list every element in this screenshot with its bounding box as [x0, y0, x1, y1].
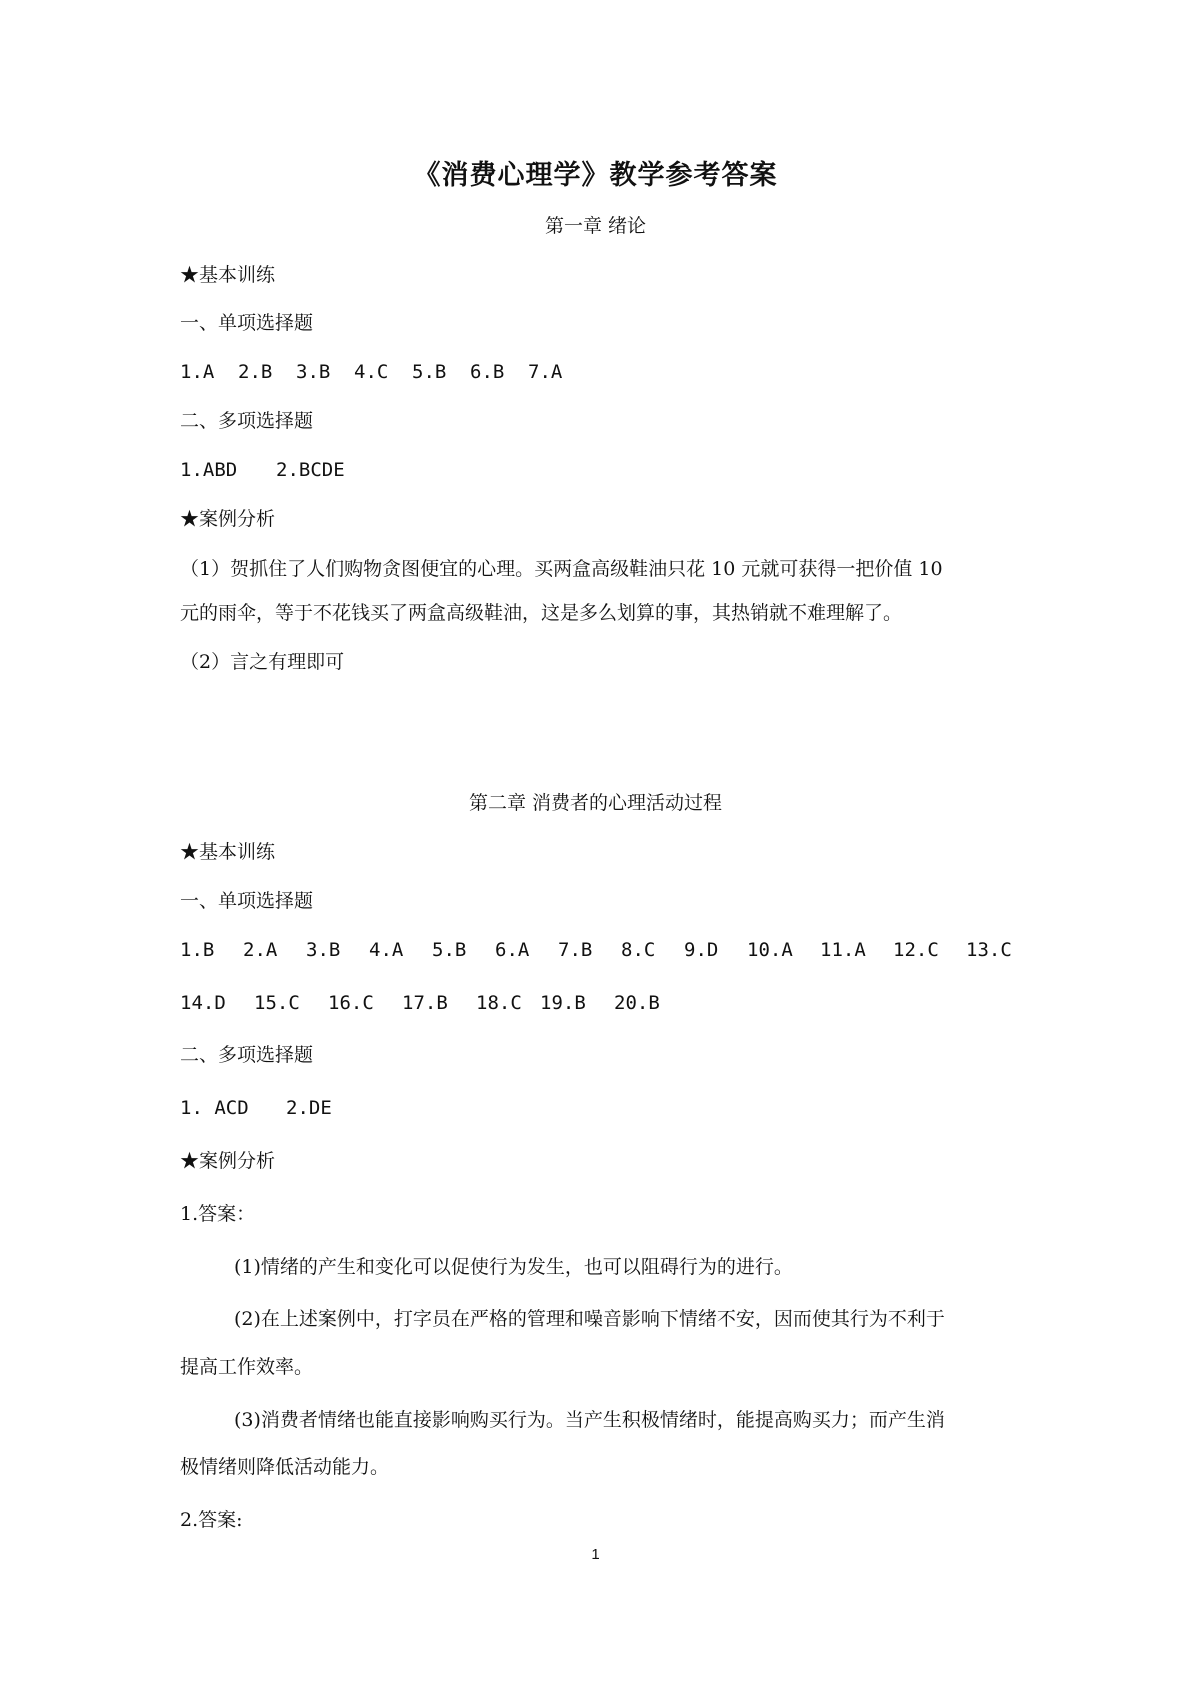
answer: 17.B	[402, 992, 448, 1014]
answer: 7.B	[558, 939, 593, 961]
ch1-case-paragraph-1-line-1: （1）贺抓住了人们购物贪图便宜的心理。买两盒高级鞋油只花 10 元就可获得一把价值 10	[180, 558, 943, 580]
ch2-basic-training-heading: ★基本训练	[180, 841, 276, 863]
ch1-case-paragraph-2: （2）言之有理即可	[180, 651, 345, 673]
ch2-single-choice-heading: 一、单项选择题	[180, 890, 314, 912]
ch2-answer-1-point-1: (1)情绪的产生和变化可以促使行为发生，也可以阻碍行为的进行。	[234, 1256, 793, 1278]
answer: 3.B	[306, 939, 341, 961]
answer: 2.A	[243, 939, 278, 961]
ch2-multi-choice-answers	[180, 1095, 332, 1121]
ch2-answer-2-label: 2.答案:	[180, 1509, 243, 1531]
chapter-2-title: 第二章 消费者的心理活动过程	[468, 792, 723, 814]
answer: 15.C	[254, 992, 300, 1014]
answer: 9.D	[684, 939, 719, 961]
ch1-case-analysis-heading: ★案例分析	[180, 508, 276, 530]
ch1-multi-choice-heading: 二、多项选择题	[180, 410, 314, 432]
answer: 5.B	[412, 361, 447, 383]
ch1-single-choice-answers	[180, 359, 562, 385]
ch2-answer-1-point-3-line-1: (3)消费者情绪也能直接影响购买行为。当产生积极情绪时，能提高购买力；而产生消	[234, 1409, 945, 1431]
answer: 2.DE	[286, 1097, 332, 1119]
answer: 2.BCDE	[276, 459, 345, 481]
ch2-answer-1-point-2-line-2: 提高工作效率。	[180, 1356, 314, 1378]
document-title: 《消费心理学》教学参考答案	[413, 160, 778, 191]
answer: 13.C	[966, 939, 1012, 961]
ch2-single-choice-answers-row-1	[180, 937, 1012, 963]
answer: 19.B	[540, 992, 586, 1014]
answer: 12.C	[893, 939, 939, 961]
answer: 18.C	[476, 992, 522, 1014]
answer: 14.D	[180, 992, 226, 1014]
ch2-single-choice-answers-row-2	[180, 990, 660, 1016]
answer: 8.C	[621, 939, 656, 961]
ch1-multi-choice-answers	[180, 457, 345, 483]
answer: 10.A	[747, 939, 793, 961]
ch2-answer-1-point-3-line-2: 极情绪则降低活动能力。	[180, 1456, 390, 1478]
answer: 1.A	[180, 361, 215, 383]
ch1-single-choice-heading: 一、单项选择题	[180, 312, 314, 334]
answer: 16.C	[328, 992, 374, 1014]
answer: 1. ACD	[180, 1097, 249, 1119]
answer: 4.C	[354, 361, 389, 383]
ch2-answer-1-point-2-line-1: (2)在上述案例中，打字员在严格的管理和噪音影响下情绪不安，因而使其行为不利于	[234, 1308, 945, 1330]
answer: 20.B	[614, 992, 660, 1014]
answer: 11.A	[820, 939, 866, 961]
answer: 5.B	[432, 939, 467, 961]
ch2-answer-1-label: 1.答案：	[180, 1203, 256, 1225]
answer: 6.B	[470, 361, 505, 383]
answer: 1.ABD	[180, 459, 238, 481]
ch1-case-paragraph-1-line-2: 元的雨伞，等于不花钱买了两盒高级鞋油，这是多么划算的事，其热销就不难理解了。	[180, 602, 903, 624]
page-number: 1	[591, 1546, 600, 1563]
ch1-basic-training-heading: ★基本训练	[180, 264, 276, 286]
answer: 3.B	[296, 361, 331, 383]
answer: 6.A	[495, 939, 530, 961]
answer: 1.B	[180, 939, 215, 961]
answer: 7.A	[528, 361, 563, 383]
answer: 2.B	[238, 361, 273, 383]
ch2-multi-choice-heading: 二、多项选择题	[180, 1044, 314, 1066]
ch2-case-analysis-heading: ★案例分析	[180, 1150, 276, 1172]
chapter-1-title: 第一章 绪论	[544, 215, 647, 237]
answer: 4.A	[369, 939, 404, 961]
